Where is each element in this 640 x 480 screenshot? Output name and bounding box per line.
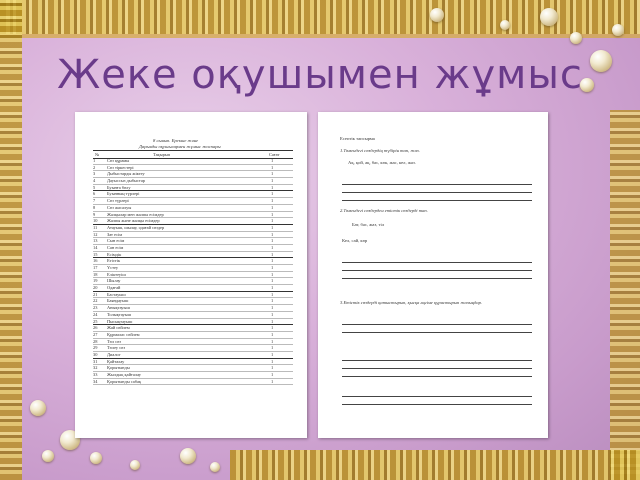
plan-table — [93, 158, 293, 385]
task-heading: Есептік тапсырма — [340, 136, 375, 141]
row-number: 23 — [93, 305, 98, 311]
table-row — [93, 232, 293, 239]
task-document — [318, 112, 548, 438]
table-row — [93, 265, 293, 272]
answer-line — [342, 332, 532, 333]
row-hours: 1 — [271, 244, 274, 250]
row-hours: 1 — [271, 251, 274, 257]
row-hours: 1 — [271, 285, 274, 291]
row-topic: Сан есім — [107, 244, 124, 250]
answer-line — [342, 200, 532, 201]
table-row — [93, 305, 293, 312]
plan-document — [75, 112, 307, 438]
answer-line — [342, 396, 532, 397]
row-number: 28 — [93, 338, 98, 344]
pearl-icon — [210, 462, 220, 472]
answer-line — [342, 360, 532, 361]
table-row — [93, 185, 293, 192]
row-hours: 1 — [271, 291, 274, 297]
row-topic: Жалпы және жалқы есімдер — [107, 218, 160, 224]
gold-frame-top-edge — [0, 34, 640, 38]
table-row — [93, 352, 293, 359]
row-number: 8 — [93, 204, 96, 210]
row-number: 33 — [93, 372, 98, 377]
row-hours: 1 — [271, 218, 274, 224]
row-topic: Одағай — [107, 285, 121, 291]
row-hours: 1 — [271, 305, 274, 311]
pearl-icon — [540, 8, 558, 26]
table-row — [93, 238, 293, 245]
table-row — [93, 345, 293, 352]
row-hours: 1 — [271, 164, 274, 170]
row-number: 29 — [93, 345, 98, 351]
row-hours: 1 — [271, 358, 274, 364]
table-row — [93, 272, 293, 279]
row-hours: 1 — [271, 198, 274, 204]
row-hours: 1 — [271, 372, 274, 377]
row-hours: 1 — [271, 378, 274, 384]
row-hours: 1 — [271, 278, 274, 284]
row-number: 27 — [93, 331, 98, 337]
pearl-icon — [500, 20, 510, 30]
row-hours: 1 — [271, 345, 274, 351]
column-hours: Сағат — [269, 152, 280, 157]
row-topic: Жалқылар мен жалпы есімдер — [107, 211, 164, 217]
row-topic: Шылау — [107, 278, 121, 284]
row-topic: Буынға бөлу — [107, 184, 131, 190]
table-row — [93, 205, 293, 212]
row-number: 22 — [93, 298, 98, 304]
row-number: 26 — [93, 325, 98, 331]
row-number: 9 — [93, 211, 96, 217]
task-2-words-b: Кел, сай, көр — [342, 238, 368, 243]
row-number: 21 — [93, 291, 98, 297]
row-hours: 1 — [271, 318, 274, 324]
row-topic: Дыбыстарды жіктеу — [107, 171, 145, 177]
table-row — [93, 171, 293, 178]
answer-line — [342, 270, 532, 271]
row-hours: 1 — [271, 171, 274, 177]
row-number: 30 — [93, 351, 98, 357]
task-3: 3.Етістік сөздерді қатыстырып, қысқа әңгіме құрастырып жазыңдар. — [340, 300, 483, 305]
answer-line — [342, 192, 532, 193]
row-hours: 1 — [271, 178, 274, 184]
row-topic: Анықтауыш — [107, 305, 130, 311]
row-topic: Атауыш, шылау, одағай сөздер — [107, 224, 165, 230]
row-number: 12 — [93, 231, 98, 237]
row-hours: 1 — [271, 231, 274, 237]
pearl-icon — [612, 24, 624, 36]
row-number: 32 — [93, 365, 98, 371]
row-hours: 1 — [271, 365, 274, 371]
row-topic: Баяндауыш — [107, 298, 129, 304]
row-hours: 1 — [271, 331, 274, 337]
row-number: 34 — [93, 378, 98, 384]
table-row — [93, 218, 293, 225]
gold-frame-right — [610, 110, 640, 480]
column-number: № — [95, 152, 100, 157]
row-number: 10 — [93, 218, 98, 224]
row-number: 6 — [93, 191, 96, 197]
row-number: 25 — [93, 318, 98, 324]
table-row — [93, 278, 293, 285]
row-topic: Толықтауыш — [107, 311, 131, 317]
row-topic: Жай сөйлем — [107, 325, 130, 331]
table-row — [93, 372, 293, 379]
pearl-icon — [430, 8, 444, 22]
row-number: 2 — [93, 164, 96, 170]
row-topic: Еліктеуіш — [107, 271, 126, 277]
answer-line — [342, 376, 532, 377]
row-hours: 1 — [271, 325, 274, 331]
row-topic: Қайталау — [107, 358, 125, 364]
answer-line — [342, 262, 532, 263]
row-number: 24 — [93, 311, 98, 317]
row-topic: Үстеу — [107, 265, 119, 270]
row-topic: Диалог — [107, 351, 121, 357]
table-row — [93, 332, 293, 339]
answer-line — [342, 278, 532, 279]
table-row — [93, 158, 293, 165]
row-topic: Жылдық қайталау — [107, 372, 141, 377]
table-row — [93, 359, 293, 366]
pearl-icon — [570, 32, 582, 44]
answer-line — [342, 404, 532, 405]
row-number: 1 — [93, 158, 96, 163]
table-row — [93, 379, 293, 386]
row-number: 14 — [93, 244, 98, 250]
table-row — [93, 252, 293, 259]
table-row — [93, 212, 293, 219]
column-topic: Тақырып — [153, 152, 171, 157]
pearl-icon — [90, 452, 102, 464]
row-topic: Құрмалас сөйлем — [107, 331, 140, 337]
row-topic: Төл сөз — [107, 338, 122, 344]
row-topic: Сөз құрамы — [107, 158, 130, 163]
table-row — [93, 298, 293, 305]
row-topic: Қорытынды — [107, 365, 130, 371]
task-2: 2.Төмендегі сөздерден етістік сөздерді тап. — [340, 208, 428, 213]
row-number: 4 — [93, 178, 96, 184]
table-row — [93, 365, 293, 372]
row-number: 3 — [93, 171, 96, 177]
table-row — [93, 319, 293, 326]
row-number: 13 — [93, 238, 98, 244]
row-hours: 1 — [271, 258, 274, 264]
row-topic: Сын есім — [107, 238, 125, 244]
row-number: 31 — [93, 358, 98, 364]
row-topic: Дауыссыз дыбыстар — [107, 178, 145, 184]
gold-frame-bottom — [230, 450, 640, 480]
row-hours: 1 — [271, 158, 274, 163]
row-number: 5 — [93, 184, 96, 190]
row-number: 15 — [93, 251, 98, 257]
task-1: 1.Төмендегі сөздердің түбірін тап, жаз. — [340, 148, 420, 153]
row-hours: 1 — [271, 338, 274, 344]
pearl-icon — [180, 448, 196, 464]
table-row — [93, 339, 293, 346]
answer-line — [342, 184, 532, 185]
row-hours: 1 — [271, 224, 274, 230]
row-topic: Пысықтауыш — [107, 318, 133, 324]
row-number: 11 — [93, 224, 98, 230]
table-row — [93, 225, 293, 232]
document-header: 8 сынып. Ерекше және — [153, 138, 199, 143]
row-number: 7 — [93, 198, 96, 204]
row-topic: Етістік — [107, 258, 121, 264]
row-number: 19 — [93, 278, 98, 284]
answer-line — [342, 368, 532, 369]
row-topic: Қорытынды сабақ — [107, 378, 142, 384]
row-hours: 1 — [271, 191, 274, 197]
table-row — [93, 198, 293, 205]
table-row — [93, 312, 293, 319]
pearl-icon — [30, 400, 46, 416]
row-hours: 1 — [271, 351, 274, 357]
pearl-icon — [42, 450, 54, 462]
row-topic: Сөз түрлері — [107, 198, 129, 204]
page-title: Жеке оқушымен жұмыс — [57, 52, 583, 98]
row-number: 18 — [93, 271, 98, 277]
row-topic: Төлеу сөз — [107, 345, 126, 351]
row-number: 17 — [93, 265, 98, 270]
row-hours: 1 — [271, 211, 274, 217]
row-number: 20 — [93, 285, 98, 291]
row-topic: Бастауыш — [107, 291, 126, 297]
pearl-icon — [130, 460, 140, 470]
task-2-words-a: Бат, бас, жаз, тіл — [352, 222, 385, 227]
row-topic: Сөз жасалуы — [107, 204, 132, 210]
row-topic: Буынның түрлері — [107, 191, 140, 197]
row-number: 16 — [93, 258, 98, 264]
row-hours: 1 — [271, 204, 274, 210]
row-topic: Сөз тіркестері — [107, 164, 134, 170]
table-row — [93, 292, 293, 299]
table-row — [93, 325, 293, 332]
table-row — [93, 245, 293, 252]
row-hours: 1 — [271, 311, 274, 317]
row-hours: 1 — [271, 184, 274, 190]
document-subheader: Дарынды оқушылармен жұмыс жоспары — [139, 144, 221, 149]
table-row — [93, 191, 293, 198]
table-row — [93, 258, 293, 265]
table-row — [93, 285, 293, 292]
row-topic: Зат есім — [107, 231, 123, 237]
task-1-words: Ақ, қой, ақ, бас, көк, жас, кел, жаз. — [348, 160, 416, 165]
table-row — [93, 178, 293, 185]
row-hours: 1 — [271, 265, 274, 270]
row-hours: 1 — [271, 298, 274, 304]
table-row — [93, 165, 293, 172]
row-hours: 1 — [271, 271, 274, 277]
row-hours: 1 — [271, 238, 274, 244]
row-topic: Есімдік — [107, 251, 122, 257]
answer-line — [342, 324, 532, 325]
